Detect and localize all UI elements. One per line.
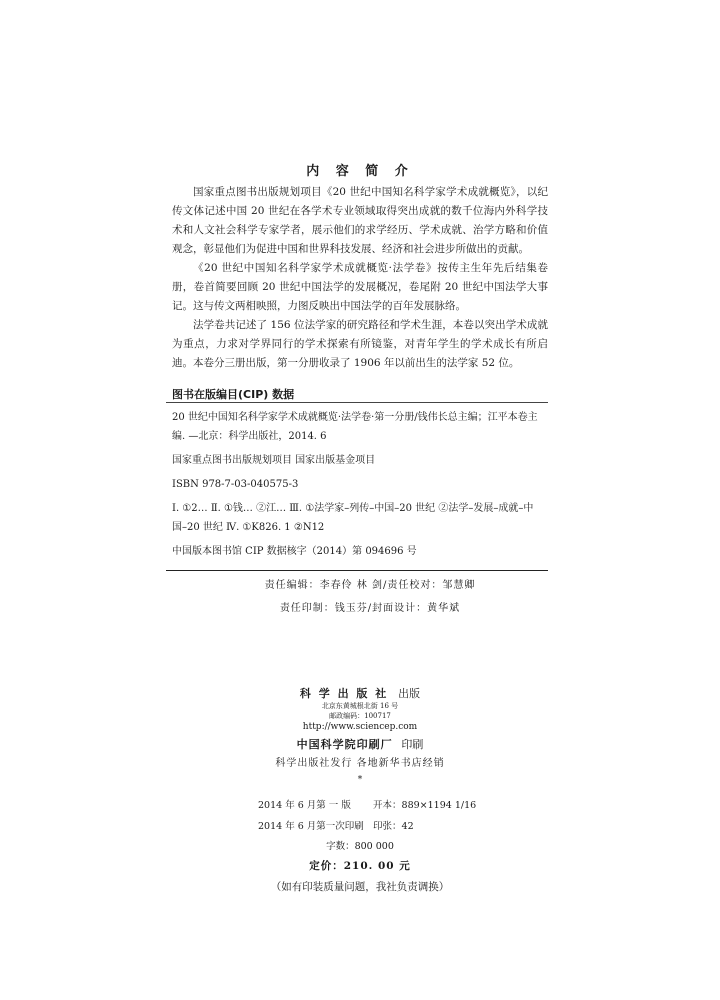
cip-block — [172, 408, 542, 566]
separator-asterisk: * — [357, 775, 363, 785]
edition-line — [258, 797, 476, 811]
quality-notice: （如有印装质量问题，我社负责调换） — [270, 881, 450, 893]
publisher-address: 北京东黄城根北街 16 号 — [321, 702, 399, 710]
book-format: 开本：889×1194 1/16 — [373, 800, 477, 811]
publisher-postcode: 邮政编码：100717 — [329, 712, 391, 720]
publisher-name — [0, 685, 720, 701]
first-printing: 2014 年 6 月第一次印刷 — [258, 821, 364, 832]
credits-line-editors: 责任编辑：李春伶 林 剑/责任校对：邹慧卿 — [264, 580, 476, 591]
publisher-logo-text: 科 学 出 版 社 — [299, 687, 389, 700]
printer-tag: 印刷 — [401, 738, 424, 751]
cip-bottom-rule — [166, 570, 548, 571]
editor-credits — [0, 574, 720, 620]
distribution-line: 科学出版社发行 各地新华书店经销 — [275, 758, 445, 769]
summary-paragraph: 法学卷共记述了 156 位法学家的研究路径和学术生涯，本卷以突出学术成就为重点，力求对学界同行的学术探索有所镜鉴，对青年学生的学术成长有所启迪。本卷分三册出版，第一分册收录了 1906 年以前出生的法学家 52 位。 — [172, 319, 548, 369]
print-sheets: 印张：42 — [373, 821, 414, 832]
first-edition: 2014 年 6 月第 一 版 — [258, 800, 351, 811]
price: 定价：210. 00 元 — [309, 860, 411, 872]
publisher-block — [0, 685, 720, 752]
publisher-tag: 出版 — [398, 687, 421, 700]
summary-body — [172, 183, 548, 373]
publisher-url: http://www.sciencep.com — [302, 722, 418, 732]
summary-paragraph: 国家重点图书出版规划项目《20 世纪中国知名科学家学术成就概览》，以纪传文体记述中国 20 世纪在各学术专业领域取得突出成就的数千位海内外科学技术和人文社会科学专家学者，展示他们的求学经历、学术成就、治学方略和价值观念，彰显他们为促进中国和世界科技发展、经济和社会进步所做出的贡献。 — [172, 186, 548, 255]
credits-line-production: 责任印制：钱玉芬/封面设计：黄华斌 — [279, 603, 461, 614]
printing-line — [258, 818, 414, 832]
word-count: 字数：800 000 — [326, 841, 394, 852]
cip-heading: 图书在版编目(CIP) 数据 — [172, 388, 295, 401]
printer-logo-text: 中国科学院印刷厂 — [296, 738, 393, 751]
summary-title: 内 容 简 介 — [306, 164, 414, 179]
cip-top-rule — [166, 402, 548, 403]
printer-name — [0, 736, 720, 752]
cip-title-line: 20 世纪中国知名科学家学术成就概览·法学卷·第一分册/钱伟长总主编；江平本卷主编. —北京：科学出版社，2014. 6 — [172, 412, 538, 442]
cip-isbn: ISBN 978-7-03-040575-3 — [172, 479, 299, 490]
cip-number: 中国版本图书馆 CIP 数据核字（2014）第 094696 号 — [172, 546, 417, 557]
summary-paragraph: 《20 世纪中国知名科学家学术成就概览·法学卷》按传主生年先后结集卷册，卷首简要回顾 20 世纪中国法学的发展概况，卷尾附 20 世纪中国法学大事记。这与传文两相映照，力图反映出中国法学的百年发展脉络。 — [172, 262, 548, 312]
cip-project-line: 国家重点图书出版规划项目 国家出版基金项目 — [172, 455, 376, 466]
cip-classification: Ⅰ. ①2… Ⅱ. ①钱… ②江… Ⅲ. ①法学家–列传–中国–20 世纪 ②法学–发展–成就–中国–20 世纪 Ⅳ. ①K826. 1 ②N12 — [172, 503, 534, 533]
